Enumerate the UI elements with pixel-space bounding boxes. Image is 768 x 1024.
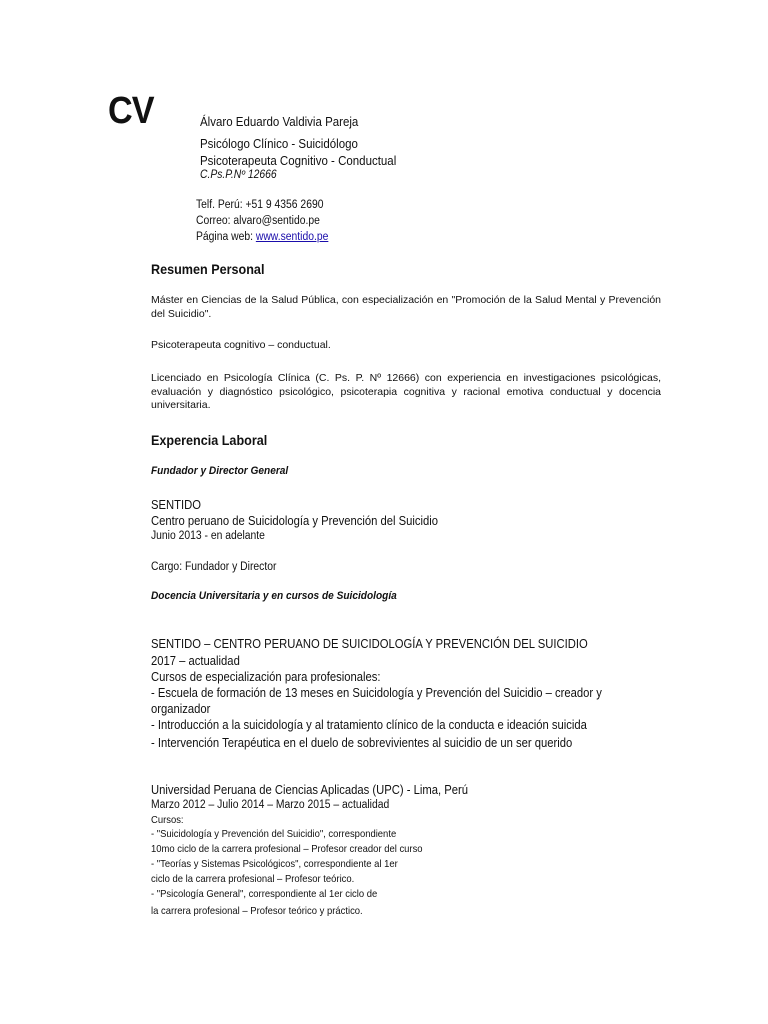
org-upc-dates: Marzo 2012 – Julio 2014 – Marzo 2015 – actualidad [151,799,390,811]
list-item: - "Psicología General", correspondiente al 1er ciclo de [151,888,378,900]
org-sentido-upper-dates: 2017 – actualidad [151,654,240,668]
professional-title-1: Psicólogo Clínico - Suicidólogo [200,137,358,151]
resumen-paragraph-2: Psicoterapeuta cognitivo – conductual. [151,339,331,351]
org-sentido-description: Centro peruano de Suicidología y Prevención del Suicidio [151,514,439,528]
resumen-paragraph-3: Licenciado en Psicología Clínica (C. Ps. P. Nº 12666) con experiencia en investigaciones psicológicas, evaluación y diagnóstico psicológico, psicoterapia cognitiva y racional emotiva conductual y docencia universitaria. [151,372,661,411]
full-name: Álvaro Eduardo Valdivia Pareja [200,115,359,129]
experiencia-heading: Experencia Laboral [151,432,268,448]
license-number: C.Ps.P.Nº 12666 [200,169,277,181]
email-address: Correo: alvaro@sentido.pe [196,215,320,227]
org-sentido-cargo: Cargo: Fundador y Director [151,561,277,573]
website-link[interactable]: www.sentido.pe [255,231,329,243]
list-item: la carrera profesional – Profesor teórico y práctico. [151,905,363,917]
phone-number: Telf. Perú: +51 9 4356 2690 [196,199,324,211]
org-sentido-upper: SENTIDO – CENTRO PERUANO DE SUICIDOLOGÍA Y PREVENCIÓN DEL SUICIDIO [151,637,588,651]
list-item: - Escuela de formación de 13 meses en Suicidología y Prevención del Suicidio – creador y [151,686,602,700]
org-sentido-dates: Junio 2013 - en adelante [151,530,265,542]
list-item: - "Suicidología y Prevención del Suicidio", correspondiente [151,828,397,840]
subheading-docencia: Docencia Universitaria y en cursos de Suicidología [151,590,397,602]
list-item: - Introducción a la suicidología y al tratamiento clínico de la conducta e ideación suicida [151,718,587,732]
org-upc: Universidad Peruana de Ciencias Aplicadas (UPC) - Lima, Perú [151,783,469,797]
list-item: - "Teorías y Sistemas Psicológicos", correspondiente al 1er [151,858,398,870]
list-item: - Intervención Terapéutica en el duelo de sobrevivientes al suicidio de un ser querido [151,736,573,750]
list-item: Cursos de especialización para profesionales: [151,670,381,684]
professional-title-2: Psicoterapeuta Cognitivo - Conductual [200,154,397,168]
list-item: organizador [151,702,211,716]
org-sentido: SENTIDO [151,498,202,512]
website-label: Página web: [196,231,256,243]
resumen-heading: Resumen Personal [151,261,265,277]
list-item: Cursos: [151,814,184,826]
website-line [196,230,328,245]
cv-title: CV [108,90,154,132]
list-item: 10mo ciclo de la carrera profesional – Profesor creador del curso [151,843,423,855]
list-item: ciclo de la carrera profesional – Profesor teórico. [151,873,355,885]
resumen-paragraph-1: Máster en Ciencias de la Salud Pública, con especialización en "Promoción de la Salud Mental y Prevención del Suicidio". [151,294,661,320]
subheading-fundador: Fundador y Director General [151,465,289,477]
